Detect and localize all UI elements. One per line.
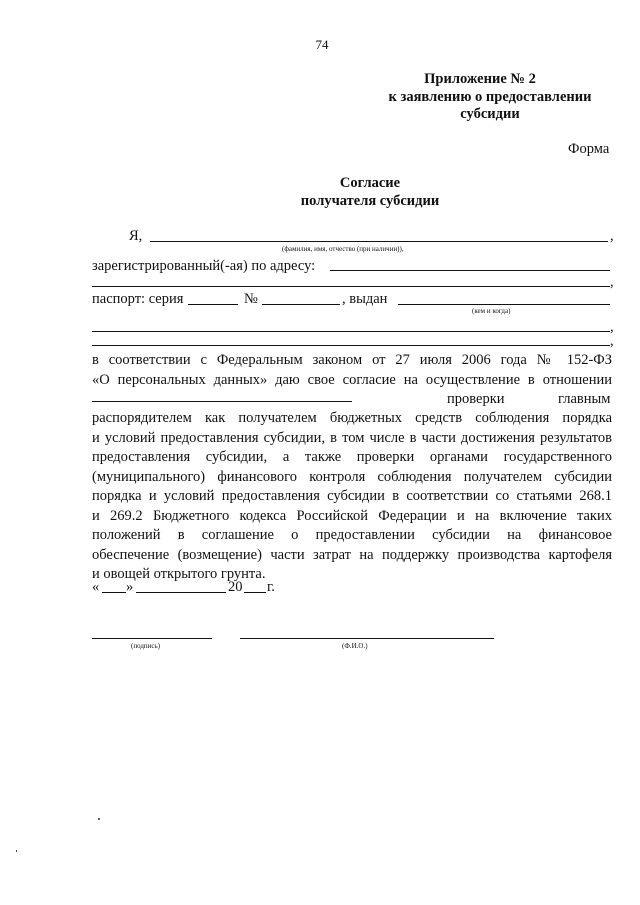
address-label: зарегистрированный(-ая) по адресу:: [92, 258, 316, 274]
body-line: распорядителем как получателем бюджетных средств соблюдения порядка: [92, 410, 612, 426]
body-line: в соответствии с Федеральным законом от 27 июля 2006 года № 152-ФЗ: [92, 352, 612, 368]
blank-comma-1: ,: [610, 319, 614, 335]
body-line: положений в соглашение о предоставлении субсидии на финансовое: [92, 527, 612, 543]
scan-speck: [16, 850, 17, 852]
body-line: «О персональных данных» даю свое согласие на осуществление в отношении: [92, 371, 612, 388]
signature-input-line[interactable]: [92, 638, 212, 639]
full-name-caption: (Ф.И.О.): [342, 642, 368, 650]
passport-series-label: паспорт: серия: [92, 291, 184, 307]
signature-caption: (подпись): [131, 642, 161, 650]
scan-speck: [98, 818, 100, 820]
issued-by-input-line[interactable]: [398, 304, 610, 305]
ya-label: Я,: [129, 228, 143, 244]
fio-caption: (фамилия, имя, отчество (при наличии)),: [282, 245, 404, 253]
address-comma: ,: [610, 274, 614, 290]
body-word-checks: проверки: [447, 391, 505, 407]
body-word-main: главным: [558, 391, 611, 407]
date-day-input-line[interactable]: [102, 592, 126, 593]
date-month-input-line[interactable]: [136, 592, 226, 593]
date-close-quote: »: [126, 579, 134, 595]
appendix-subsidy: субсидии: [460, 106, 520, 122]
fio-input-line[interactable]: [150, 241, 608, 242]
body-line: (муниципального) финансового контроля соблюдения получателем субсидии: [92, 468, 612, 485]
date-year-input-line[interactable]: [244, 592, 266, 593]
issued-label: , выдан: [342, 291, 388, 307]
body-line: порядка и условий предоставления субсидии в соответствии со статьями 268.1: [92, 488, 612, 504]
fio-comma: ,: [610, 228, 614, 244]
blank-input-line-1[interactable]: [92, 331, 610, 332]
issued-caption: (кем и когда): [472, 307, 511, 315]
blank-comma-2: ,: [610, 333, 614, 349]
date-year-prefix: 20: [228, 579, 243, 595]
document-subtitle: получателя субсидии: [300, 193, 440, 209]
document-title: Согласие: [339, 175, 401, 191]
body-line: и условий предоставления субсидии, в том числе в части достижения результатов: [92, 429, 612, 446]
passport-number-label: №: [244, 291, 258, 307]
body-line: обеспечение (возмещение) части затрат на поддержку производства картофеля: [92, 546, 612, 563]
body-line: и 269.2 Бюджетного кодекса Российской Федерации и на включение таких: [92, 507, 612, 524]
appendix-subtitle: к заявлению о предоставлении: [388, 89, 592, 105]
page-number: 74: [315, 37, 329, 52]
inspector-input-line[interactable]: [92, 401, 352, 402]
body-line-last: и овощей открытого грунта.: [92, 566, 266, 582]
address-input-line-2[interactable]: [92, 286, 610, 287]
address-input-line[interactable]: [330, 270, 610, 271]
passport-series-input-line[interactable]: [188, 304, 238, 305]
blank-input-line-2[interactable]: [92, 345, 610, 346]
passport-number-input-line[interactable]: [262, 304, 340, 305]
date-open-quote: «: [92, 579, 100, 595]
full-name-input-line[interactable]: [240, 638, 494, 639]
date-year-suffix: г.: [267, 579, 275, 595]
body-line: предоставления субсидии, а также проверки органами государственного: [92, 449, 612, 465]
form-label: Форма: [568, 141, 610, 157]
appendix-title: Приложение № 2: [424, 71, 536, 87]
